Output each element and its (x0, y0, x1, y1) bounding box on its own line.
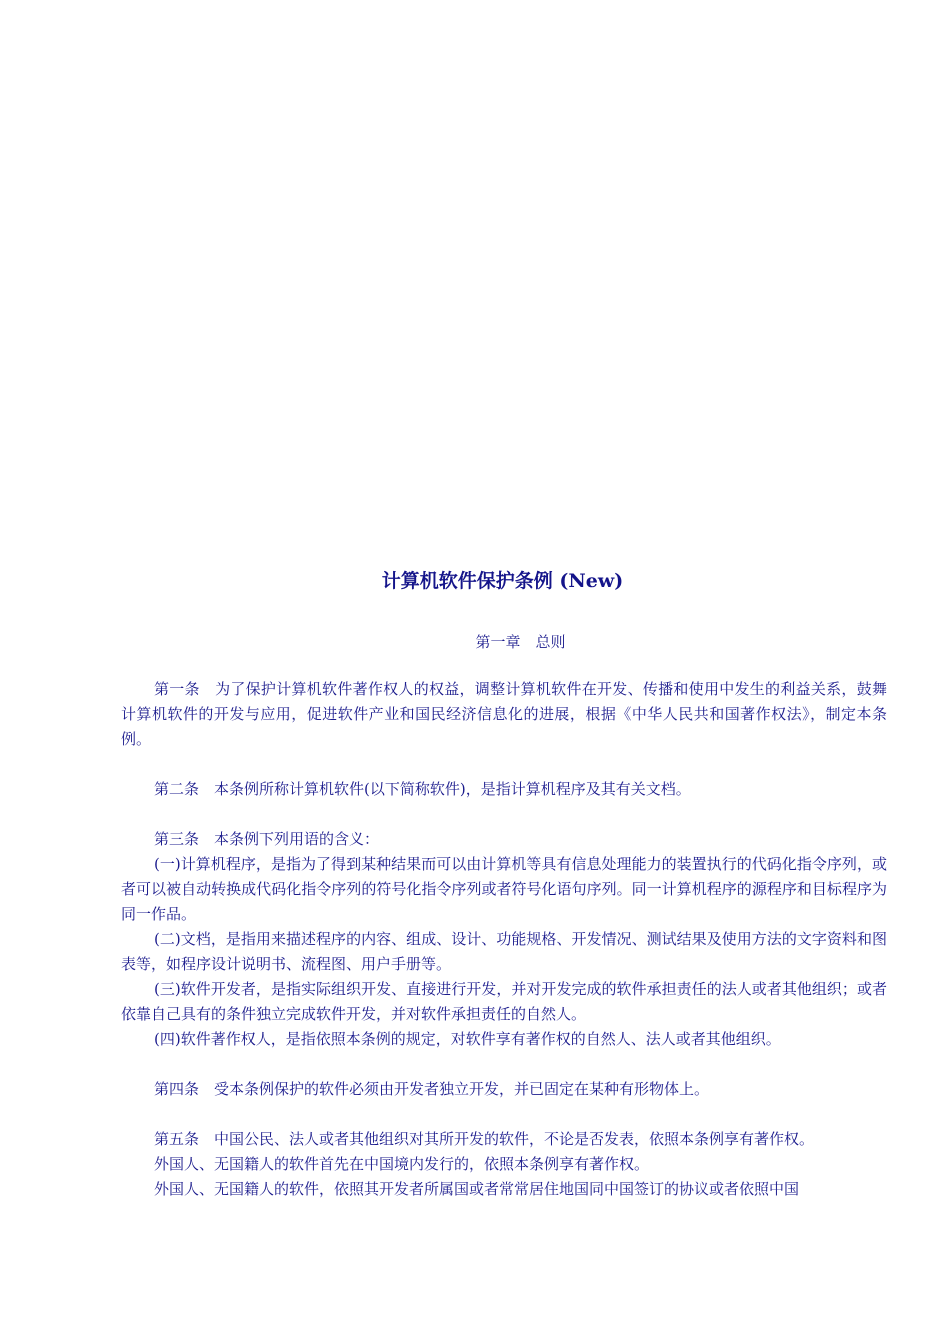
article-5 (121, 1127, 887, 1202)
paragraph: (二)文档，是指用来描述程序的内容、组成、设计、功能规格、开发情况、测试结果及使用方法的文字资料和图表等，如程序设计说明书、流程图、用户手册等。 (121, 930, 887, 973)
paragraph: (三)软件开发者，是指实际组织开发、直接进行开发，并对开发完成的软件承担责任的法人或者其他组织；或者依靠自己具有的条件独立完成软件开发，并对软件承担责任的自然人。 (121, 980, 887, 1023)
paragraph-gap (121, 752, 887, 777)
article-2 (121, 777, 887, 802)
paragraph: 第一条 为了保护计算机软件著作权人的权益，调整计算机软件在开发、传播和使用中发生的利益关系，鼓舞计算机软件的开发与应用，促进软件产业和国民经济信息化的进展，根据《中华人民共和国著作权法》，制定本条例。 (121, 680, 887, 748)
article-3 (121, 827, 887, 1052)
document-title: 计算机软件保护条例 (New) (381, 570, 624, 592)
article-1 (121, 677, 887, 752)
paragraph: 第四条 受本条例保护的软件必须由开发者独立开发，并已固定在某种有形物体上。 (154, 1080, 710, 1098)
article-4 (121, 1077, 887, 1102)
paragraph-gap (121, 802, 887, 827)
paragraph: (一)计算机程序，是指为了得到某种结果而可以由计算机等具有信息处理能力的装置执行的代码化指令序列，或者可以被自动转换成代码化指令序列的符号化指令序列或者符号化语句序列。同一计算机程序的源程序和目标程序为同一作品。 (121, 855, 887, 923)
paragraph: (四)软件著作权人，是指依照本条例的规定，对软件享有著作权的自然人、法人或者其他组织。 (154, 1030, 781, 1048)
chapter-heading: 第一章 总则 (475, 633, 566, 651)
paragraph: 外国人、无国籍人的软件首先在中国境内发行的，依照本条例享有著作权。 (154, 1155, 650, 1173)
paragraph: 第二条 本条例所称计算机软件(以下简称软件)，是指计算机程序及其有关文档。 (154, 780, 691, 798)
paragraph: 第五条 中国公民、法人或者其他组织对其所开发的软件，不论是否发表，依照本条例享有著作权。 (154, 1130, 815, 1148)
paragraph-gap (121, 1052, 887, 1077)
paragraph-gap (121, 1102, 887, 1127)
paragraph: 第三条 本条例下列用语的含义： (154, 830, 380, 848)
document-body (121, 677, 887, 1202)
paragraph: 外国人、无国籍人的软件，依照其开发者所属国或者常常居住地国同中国签订的协议或者依照中国 (154, 1180, 800, 1198)
